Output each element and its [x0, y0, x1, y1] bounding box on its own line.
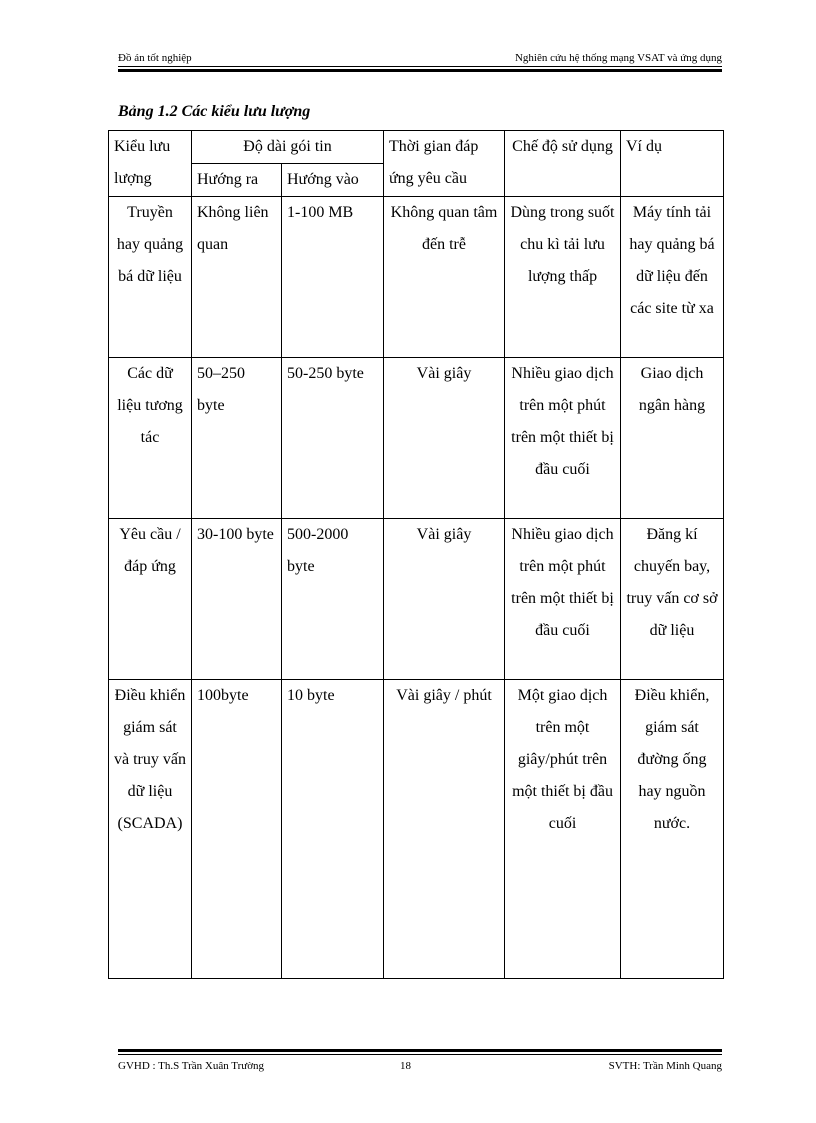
cell-mode: Một giao dịch trên một giây/phút trên một thiết bị đầu cuối [505, 680, 621, 979]
cell-type: Điều khiển giám sát và truy vấn dữ liệu (SCADA) [109, 680, 192, 979]
table-row [109, 197, 724, 358]
cell-response-time: Vài giây / phút [384, 680, 505, 979]
cell-outbound: 50–250 byte [192, 358, 282, 519]
header-outbound: Hướng ra [192, 164, 282, 197]
footer-rule [118, 1049, 722, 1055]
cell-type: Các dữ liệu tương tác [109, 358, 192, 519]
cell-mode: Nhiều giao dịch trên một phút trên một thiết bị đầu cuối [505, 519, 621, 680]
cell-example: Đăng kí chuyến bay, truy vấn cơ sở dữ liệu [621, 519, 724, 680]
table-row [109, 358, 724, 519]
cell-example: Điều khiển, giám sát đường ống hay nguồn nước. [621, 680, 724, 979]
cell-inbound: 1-100 MB [282, 197, 384, 358]
page-footer [118, 1059, 722, 1073]
cell-inbound: 10 byte [282, 680, 384, 979]
footer-student: SVTH: Trần Minh Quang [608, 1060, 722, 1072]
cell-type: Yêu cầu / đáp ứng [109, 519, 192, 680]
table-header-row [109, 131, 724, 164]
cell-example: Máy tính tải hay quảng bá dữ liệu đến các site từ xa [621, 197, 724, 358]
cell-mode: Nhiều giao dịch trên một phút trên một thiết bị đầu cuối [505, 358, 621, 519]
page-header [118, 51, 722, 65]
header-rule [118, 66, 722, 72]
cell-outbound: Không liên quan [192, 197, 282, 358]
cell-inbound: 500-2000 byte [282, 519, 384, 680]
cell-response-time: Không quan tâm đến trễ [384, 197, 505, 358]
cell-outbound: 100byte [192, 680, 282, 979]
cell-mode: Dùng trong suốt chu kì tải lưu lượng thấp [505, 197, 621, 358]
header-mode: Chế độ sử dụng [505, 131, 621, 197]
header-packet-length: Độ dài gói tin [192, 131, 384, 164]
page-number: 18 [400, 1060, 411, 1072]
cell-type: Truyền hay quảng bá dữ liệu [109, 197, 192, 358]
cell-response-time: Vài giây [384, 519, 505, 680]
header-right-text: Nghiên cứu hệ thống mạng VSAT và ứng dụng [514, 52, 722, 64]
cell-example: Giao dịch ngân hàng [621, 358, 724, 519]
table-row [109, 680, 724, 979]
header-example: Ví dụ [621, 131, 724, 197]
traffic-types-table [108, 130, 724, 979]
header-response-time: Thời gian đáp ứng yêu cầu [384, 131, 505, 197]
cell-inbound: 50-250 byte [282, 358, 384, 519]
header-type: Kiểu lưu lượng [109, 131, 192, 197]
footer-supervisor: GVHD : Th.S Trần Xuân Trường [118, 1060, 265, 1072]
header-left-text: Đồ án tốt nghiệp [118, 52, 192, 64]
cell-outbound: 30-100 byte [192, 519, 282, 680]
table-row [109, 519, 724, 680]
cell-response-time: Vài giây [384, 358, 505, 519]
header-inbound: Hướng vào [282, 164, 384, 197]
table-caption: Bảng 1.2 Các kiểu lưu lượng [118, 103, 311, 120]
